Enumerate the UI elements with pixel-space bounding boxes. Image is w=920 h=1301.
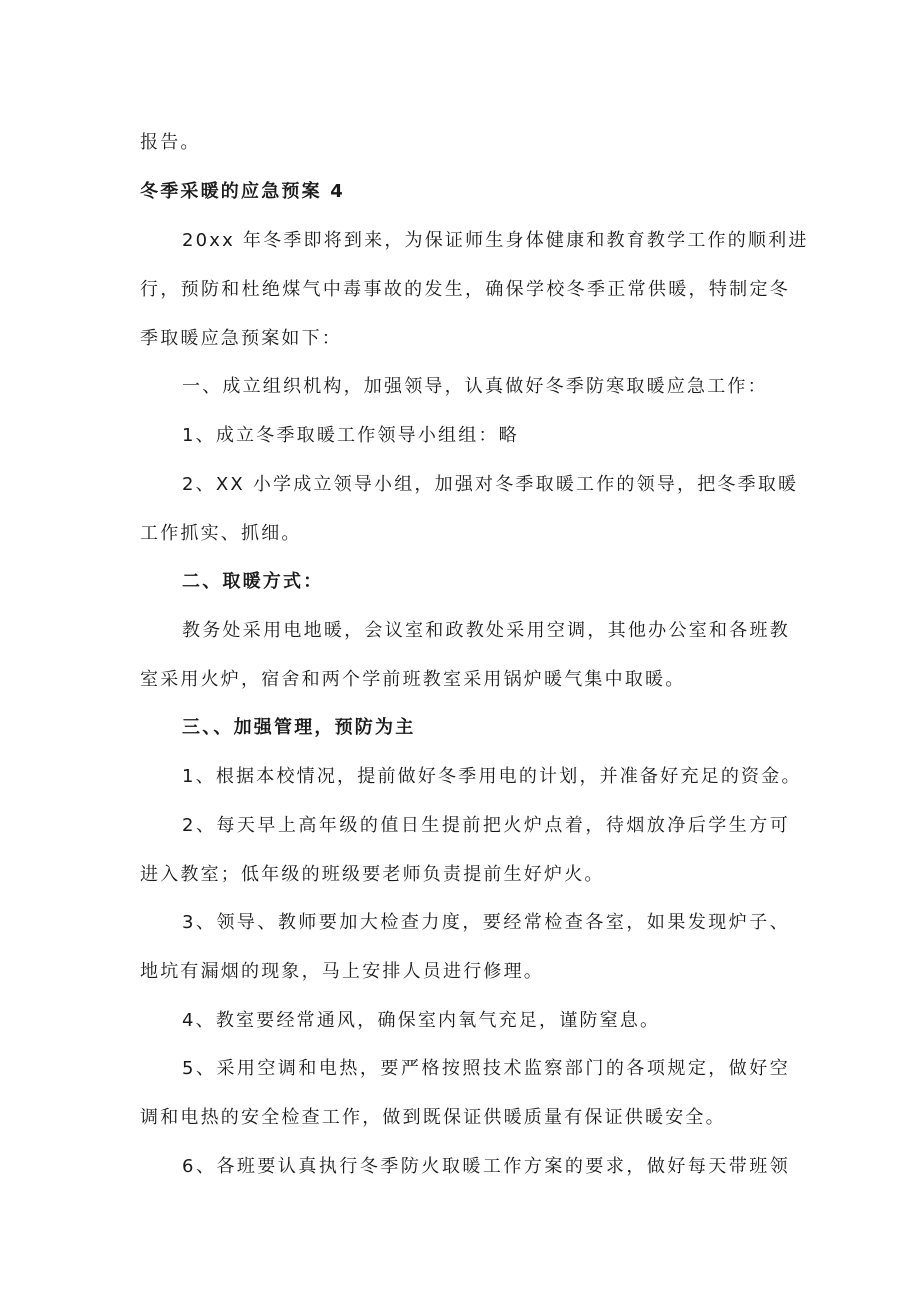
text-line: 地坑有漏烟的现象，马上安排人员进行修理。 bbox=[140, 961, 544, 982]
text-line: 季取暖应急预案如下： bbox=[140, 328, 342, 349]
text-line: 报告。 bbox=[140, 132, 201, 153]
text-line: 2、每天早上高年级的值日生提前把火炉点着，待烟放净后学生方可 bbox=[182, 815, 790, 836]
text-line: 行，预防和杜绝煤气中毒事故的发生，确保学校冬季正常供暖，特制定冬 bbox=[140, 279, 790, 300]
text-line: 教务处采用电地暖，会议室和政教处采用空调，其他办公室和各班教 bbox=[182, 620, 790, 641]
text-line: 进入教室；低年级的班级要老师负责提前生好炉火。 bbox=[140, 864, 605, 885]
text-line: 20xx 年冬季即将到来，为保证师生身体健康和教育教学工作的顺利进 bbox=[182, 230, 809, 251]
text-line: 4、教室要经常通风，确保室内氧气充足，谨防窒息。 bbox=[182, 1010, 661, 1031]
text-line: 3、领导、教师要加大检查力度，要经常检查各室，如果发现炉子、 bbox=[182, 912, 790, 933]
text-line: 6、各班要认真执行冬季防火取暖工作方案的要求，做好每天带班领 bbox=[182, 1156, 790, 1177]
section-heading: 冬季采暖的应急预案 4 bbox=[140, 181, 345, 202]
text-line: 工作抓实、抓细。 bbox=[140, 523, 302, 544]
text-line: 室采用火炉，宿舍和两个学前班教室采用锅炉暖气集中取暖。 bbox=[140, 669, 686, 690]
text-line: 2、XX 小学成立领导小组，加强对冬季取暖工作的领导，把冬季取暖 bbox=[182, 474, 799, 495]
section-heading: 三、、加强管理，预防为主 bbox=[182, 717, 416, 738]
text-line: 一、成立组织机构，加强领导，认真做好冬季防寒取暖应急工作： bbox=[182, 376, 768, 397]
text-line: 5、采用空调和电热，要严格按照技术监察部门的各项规定，做好空 bbox=[182, 1058, 790, 1079]
text-line: 1、根据本校情况，提前做好冬季用电的计划，并准备好充足的资金。 bbox=[182, 766, 802, 787]
section-heading: 二、取暖方式： bbox=[182, 571, 324, 592]
text-line: 调和电热的安全检查工作，做到既保证供暖质量有保证供暖安全。 bbox=[140, 1107, 726, 1128]
text-line: 1、成立冬季取暖工作领导小组组：略 bbox=[182, 425, 519, 446]
